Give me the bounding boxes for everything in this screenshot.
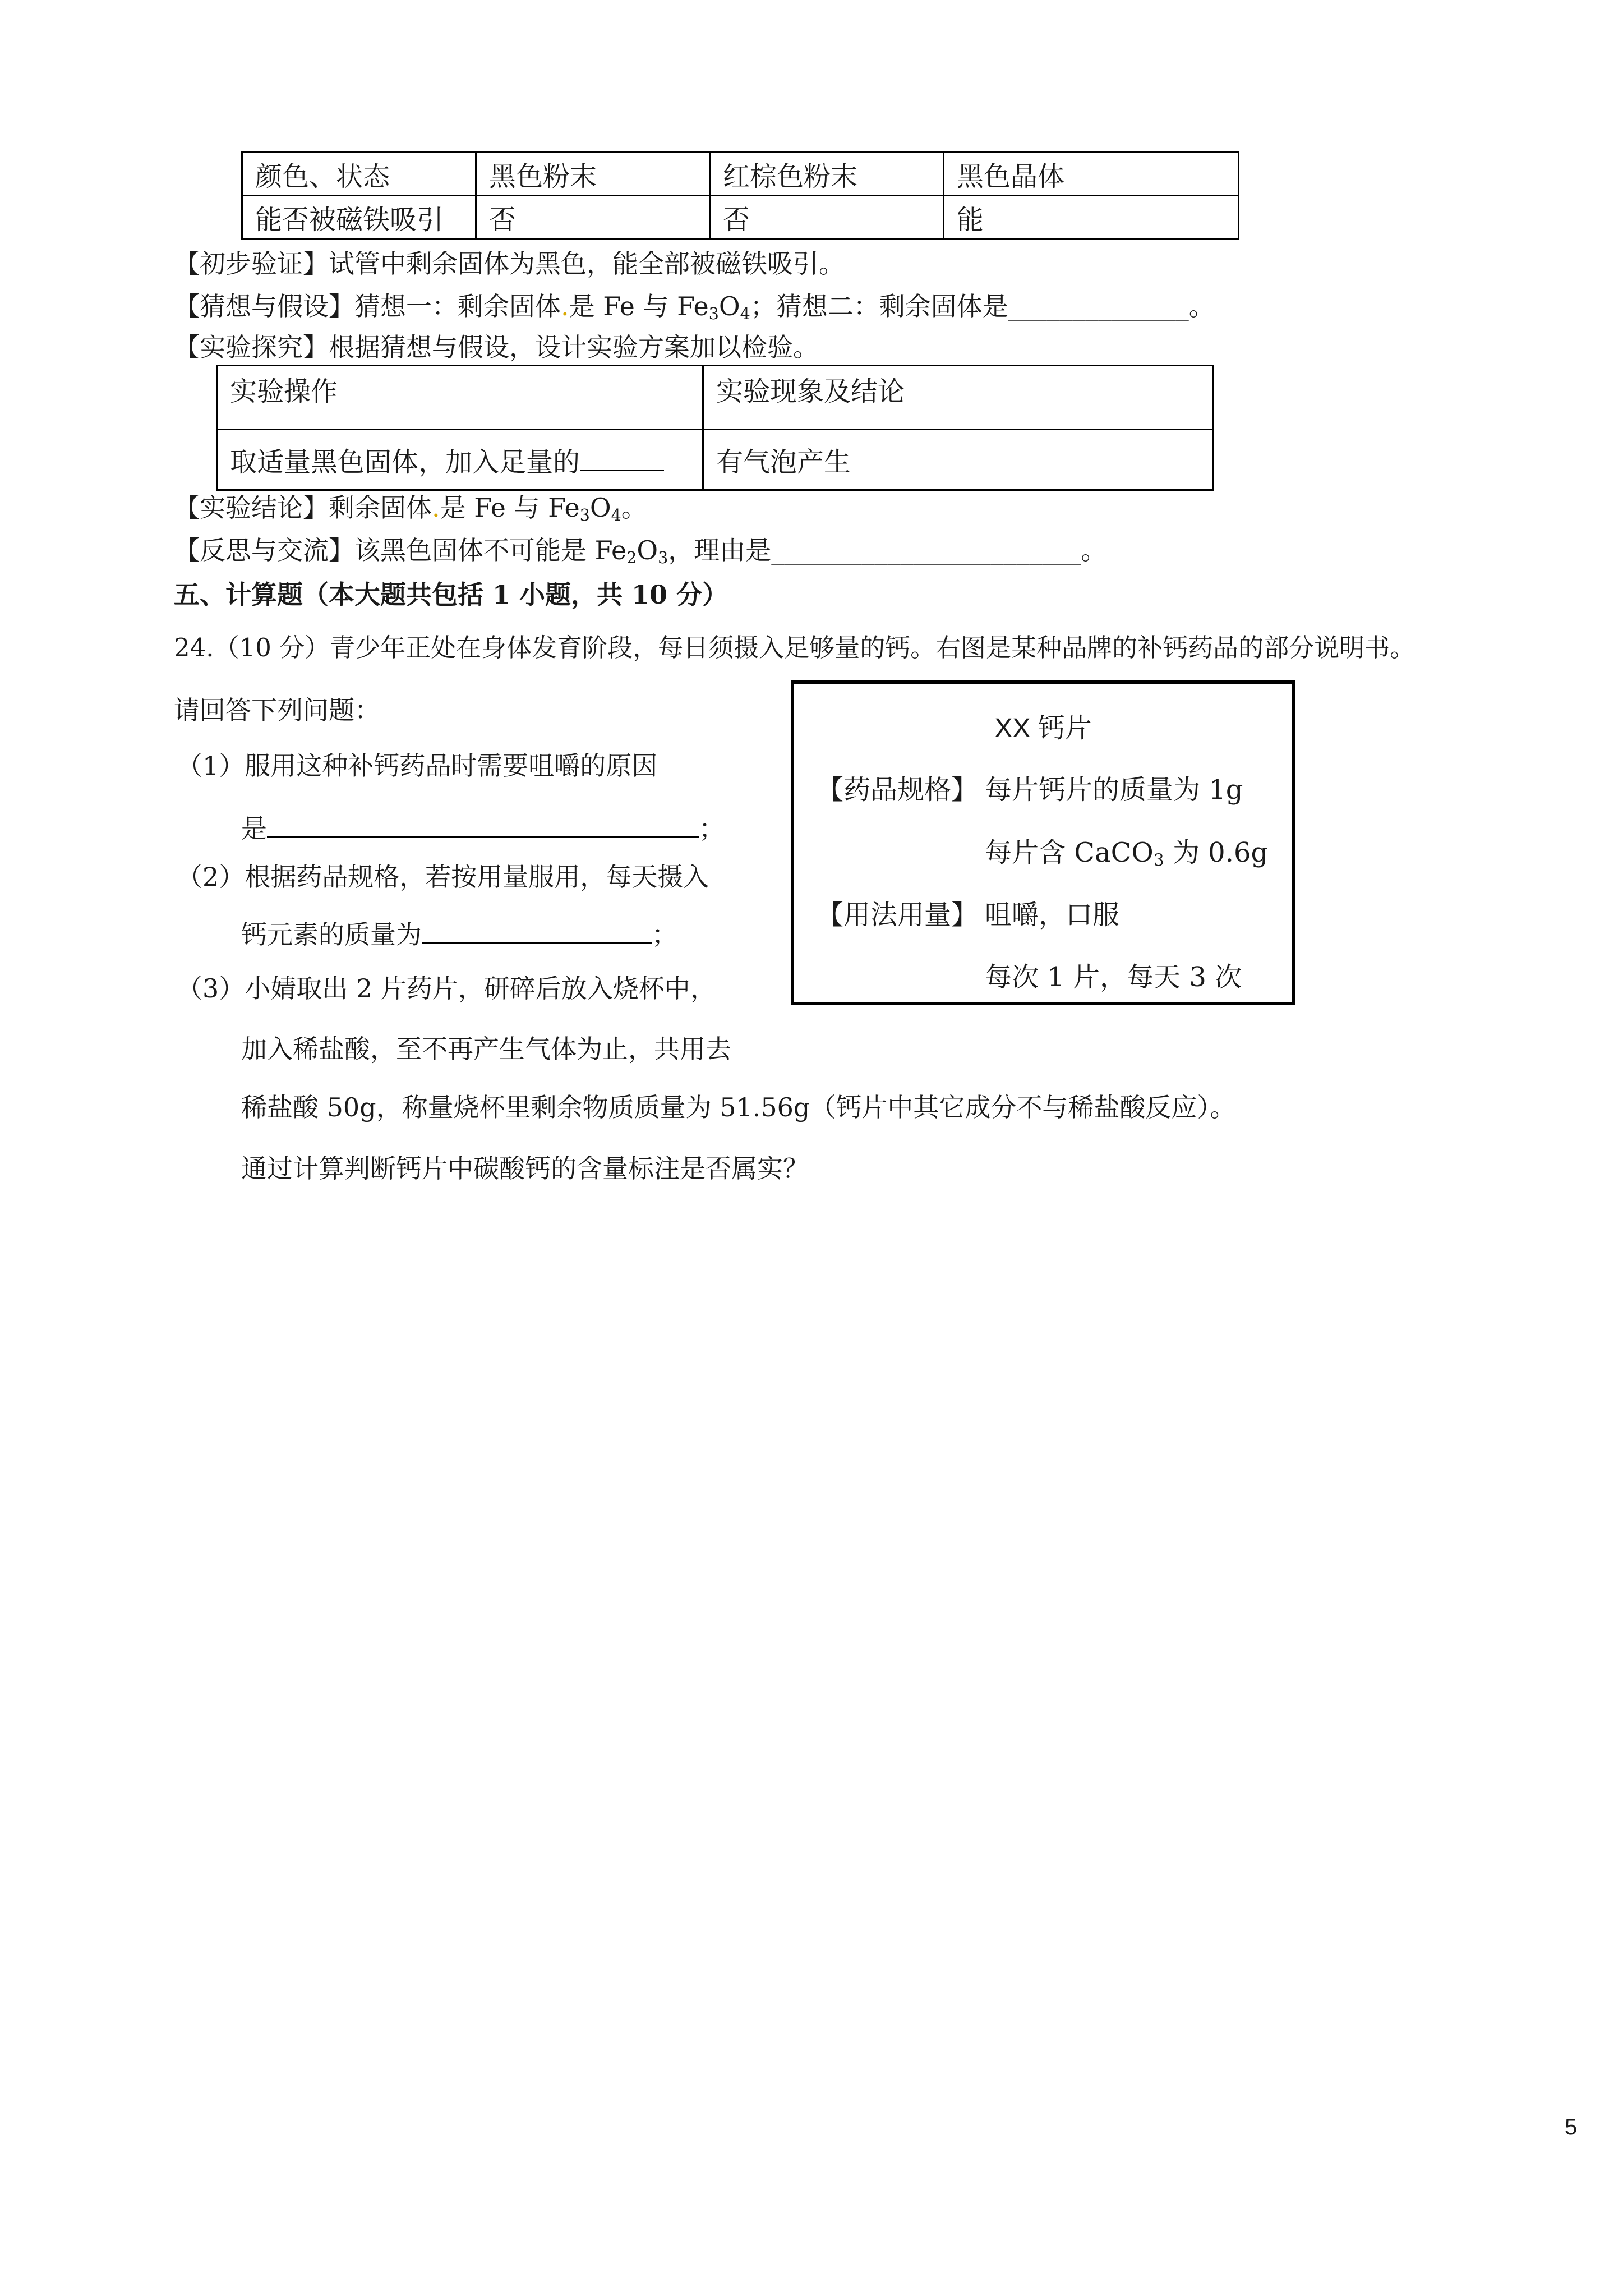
text-span: ； [699,813,725,844]
subscript: 3 [579,506,590,525]
text-span: 是 Fe 与 Fe [440,493,580,523]
subscript: 2 [626,549,637,568]
table-cell: 能否被磁铁吸引 [242,196,476,239]
table-row [217,430,1214,490]
text-span: 。 [621,493,647,523]
table-cell: 颜色、状态 [242,153,476,196]
text-span: 【猜想与假设】猜想一：剩余固体 [174,291,561,321]
text-span: 【反思与交流】该黑色固体不可能是 Fe [174,535,627,565]
text-span: ；猜想二：剩余固体是 [750,291,1008,321]
experiment-intro-line: 【实验探究】根据猜想与假设，设计实验方案加以检验。 [174,332,819,362]
subscript: 3 [658,549,668,568]
conclusion-line [174,491,647,532]
mark-dot: . [561,291,569,321]
properties-table [241,151,1239,240]
question-24-prompt: 请回答下列问题： [174,695,380,725]
spec-line-1: 每片钙片的质量为 1g [985,774,1243,806]
text-span: 【实验结论】剩余固体 [174,493,432,523]
text-span: 每片含 CaCO [985,837,1154,868]
reflection-line [174,533,1106,575]
section-heading: 五、计算题（本大题共包括 1 小题，共 10 分） [174,579,728,610]
subquestion-2-answer-line [241,916,677,951]
page-number: 5 [1565,2115,1578,2139]
text-span: 钙元素的质量为 [241,919,422,950]
text-span: 。 [1081,535,1107,565]
question-24-intro: 24.（10 分）青少年正处在身体发育阶段，每日须摄入足够量的钙。右图是某种品牌的补钙药品的部分说明书。 [174,633,1415,662]
usage-line-2: 每次 1 片，每天 3 次 [985,961,1242,993]
text-span: 是 [241,813,267,844]
preliminary-verification-line: 【初步验证】试管中剩余固体为黑色，能全部被磁铁吸引。 [174,249,845,279]
box-title: XX 钙片 [994,714,1092,743]
text-span: ； [652,919,677,950]
text-span: 。 [1188,291,1215,321]
text-span: O [589,493,611,523]
table-cell: 有气泡产生 [703,430,1214,490]
table-cell: 黑色粉末 [476,153,710,196]
text-span: 是 Fe 与 Fe [569,291,709,321]
table-cell [217,430,703,490]
text-span: O [718,291,740,321]
answer-blank[interactable] [267,810,699,838]
usage-line-1: 咀嚼，口服 [985,899,1120,931]
table-row [242,196,1239,239]
answer-blank[interactable]: ________________________ [771,535,1081,565]
text-span: 为 0.6g [1164,837,1269,868]
usage-label: 【用法用量】 [817,899,979,931]
text-span: ，理由是 [668,535,772,565]
table-cell: 否 [710,196,944,239]
subquestion-3: （3）小婧取出 2 片药片，研碎后放入烧杯中， [177,973,716,1004]
experiment-table [216,365,1214,491]
answer-blank[interactable] [422,916,652,944]
table-cell: 否 [476,196,710,239]
table-cell: 能 [944,196,1239,239]
medicine-label-box [791,680,1295,1005]
table-header-cell: 实验现象及结论 [703,366,1214,430]
spec-label: 【药品规格】 [817,774,979,806]
table-cell: 黑色晶体 [944,153,1239,196]
subquestion-1-answer-line [241,810,725,845]
answer-blank[interactable] [580,444,664,471]
table-text: 取适量黑色固体，加入足量的 [230,447,580,478]
subquestion-3-line-2: 加入稀盐酸，至不再产生气体为止，共用去 [241,1034,731,1064]
subscript: 3 [708,305,719,324]
subscript: 4 [611,506,621,525]
mark-dot: . [432,493,440,523]
subquestion-3-line-4: 通过计算判断钙片中碳酸钙的含量标注是否属实？ [241,1153,809,1184]
subscript: 4 [740,305,750,324]
hypothesis-line [174,289,1215,331]
table-header-cell: 实验操作 [217,366,703,430]
table-cell: 红棕色粉末 [710,153,944,196]
subquestion-3-line-3: 稀盐酸 50g，称量烧杯里剩余物质质量为 51.56g（钙片中其它成分不与稀盐酸反应）。 [241,1092,1236,1122]
table-row [242,153,1239,196]
table-row [217,366,1214,430]
subscript: 3 [1153,850,1164,871]
text-span: O [637,535,658,565]
spec-line-2 [985,831,1268,870]
subquestion-2: （2）根据药品规格，若按用量服用，每天摄入 [177,862,709,892]
answer-blank[interactable]: ______________ [1008,291,1189,321]
subquestion-1: （1）服用这种补钙药品时需要咀嚼的原因 [177,751,658,781]
